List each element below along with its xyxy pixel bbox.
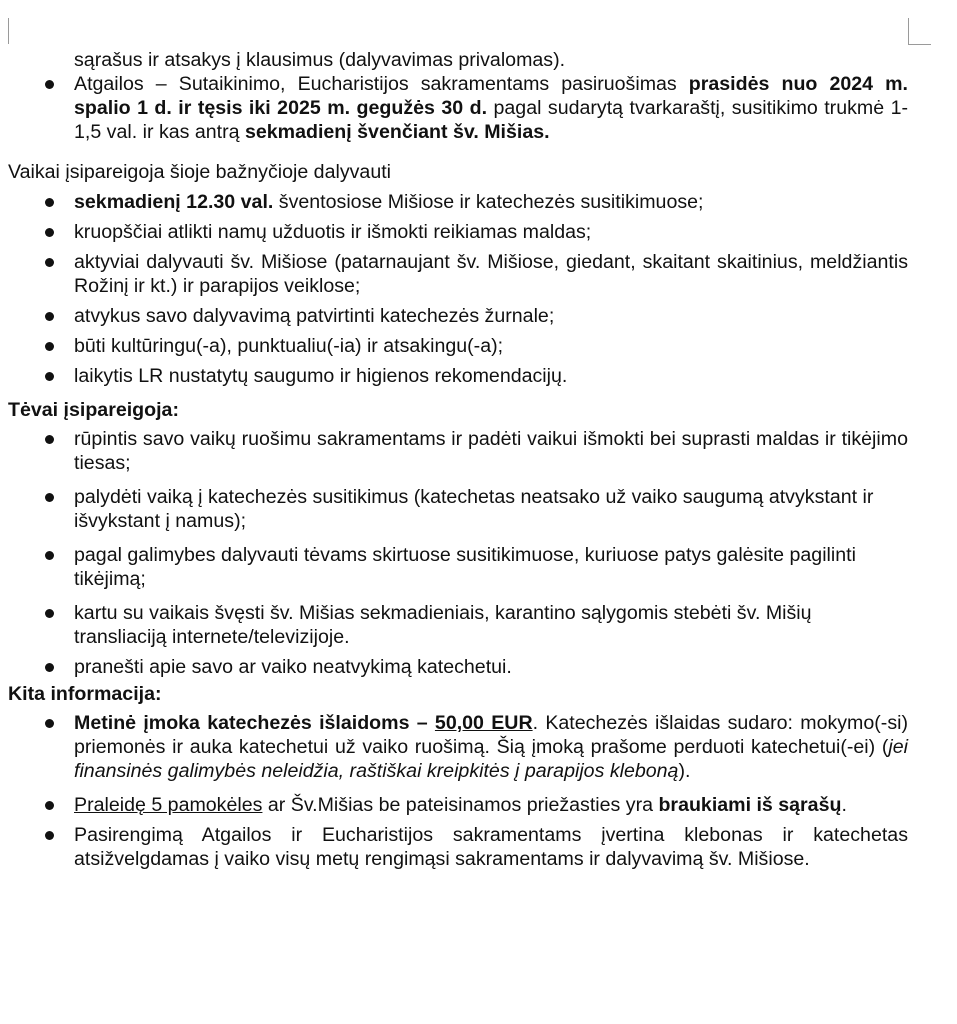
parents-list xyxy=(74,427,908,679)
list-item xyxy=(74,304,908,328)
list-item-text: . xyxy=(841,794,847,816)
list-item-text: pagal sudarytą tvarkaraštį, susitikimo trukmė 1-1,5 val. ir kas antrą xyxy=(74,97,908,143)
list-item xyxy=(74,485,908,533)
crop-mark-right xyxy=(908,18,931,45)
list-item-text: šventosiose Mišiose ir katechezės susitikimuose; xyxy=(273,191,704,213)
list-item-bold-text: sekmadienį švenčiant šv. Mišias. xyxy=(244,121,550,143)
list-item-text: būti kultūringu(-a), punktualiu(-ia) ir atsakingu(-a); xyxy=(74,335,504,357)
list-item-italic-text: jei finansinės galimybės neleidžia, raštiškai kreipkitės į parapijos kleboną xyxy=(74,736,908,782)
section-heading-other: Kita informacija: xyxy=(8,683,162,705)
list-item-text: pagal galimybes dalyvauti tėvams skirtuose susitikimuose, kuriuose patys galėsite pagilinti tikėjimą; xyxy=(74,544,856,590)
list-item-text: . Katechezės išlaidas sudaro: mokymo(-si) priemonės ir auka katechetui už vaiko ruošimą. Šią įmoką prašome perduoti katechetui(-ei) ( xyxy=(74,712,909,758)
list-item-text: ). xyxy=(678,760,691,782)
list-item-text: rūpintis savo vaikų ruošimu sakramentams ir padėti vaikui išmokti bei suprasti maldas ir tikėjimo tiesas; xyxy=(74,428,908,474)
section-heading-parents: Tėvai įsipareigoja: xyxy=(8,399,179,421)
list-item xyxy=(74,543,908,591)
list-item xyxy=(74,72,908,144)
fee-amount: 50,00 EUR xyxy=(434,712,533,734)
intro-list xyxy=(74,48,908,144)
list-item xyxy=(74,364,908,388)
list-item xyxy=(74,655,908,679)
list-item-text: ar Šv.Mišias be pateisinamos priežasties yra xyxy=(262,794,659,816)
list-item xyxy=(74,48,908,72)
list-item xyxy=(74,793,908,817)
crop-mark-left xyxy=(8,18,9,44)
other-list xyxy=(74,711,908,871)
list-item-underlined-text: Praleidę 5 pamokėles xyxy=(74,794,263,816)
list-item-bold-text: braukiami iš sąrašų xyxy=(658,794,842,816)
list-item xyxy=(74,427,908,475)
children-list xyxy=(74,190,908,388)
list-item xyxy=(74,711,908,783)
list-item xyxy=(74,250,908,298)
list-item-bold-text: prasidės nuo 2024 m. spalio 1 d. ir tęsis iki 2025 m. gegužės 30 d. xyxy=(74,73,908,119)
list-item-text: Pasirengimą Atgailos ir Eucharistijos sakramentams įvertina klebonas ir katechetas atsižvelgdamas į vaiko visų metų rengimąsi sakramentams ir dalyvavimą šv. Mišiose. xyxy=(74,824,908,870)
list-item-text: kruopščiai atlikti namų užduotis ir išmokti reikiamas maldas; xyxy=(74,221,592,243)
list-item xyxy=(74,334,908,358)
list-item xyxy=(74,823,908,871)
list-item xyxy=(74,220,908,244)
list-item-bold-text: sekmadienį 12.30 val. xyxy=(74,191,274,213)
list-item-text: Atgailos – Sutaikinimo, Eucharistijos sakramentams pasiruošimas xyxy=(74,73,689,95)
list-item-text: aktyviai dalyvauti šv. Mišiose (patarnaujant šv. Mišiose, giedant, skaitant skaitinius, meldžiantis Rožinį ir kt.) ir parapijos veiklose; xyxy=(74,251,908,297)
list-item-text: laikytis LR nustatytų saugumo ir higienos rekomendacijų. xyxy=(74,365,568,387)
list-item-text: palydėti vaiką į katechezės susitikimus (katechetas neatsako už vaiko saugumą atvykstant ir išvykstant į namus); xyxy=(74,486,874,532)
list-item-text: sąrašus ir atsakys į klausimus (dalyvavimas privalomas). xyxy=(74,49,566,71)
list-item-bold-text: Metinė įmoka katechezės išlaidoms – xyxy=(74,712,435,734)
list-item xyxy=(74,190,908,214)
section-heading-children: Vaikai įsipareigoja šioje bažnyčioje dalyvauti xyxy=(8,161,392,183)
list-item-text: kartu su vaikais švęsti šv. Mišias sekmadieniais, karantino sąlygomis stebėti šv. Mišių transliaciją internete/televizijoje. xyxy=(74,602,812,648)
list-item-text: pranešti apie savo ar vaiko neatvykimą katechetui. xyxy=(74,656,512,678)
list-item xyxy=(74,601,908,649)
list-item-text: atvykus savo dalyvavimą patvirtinti katechezės žurnale; xyxy=(74,305,555,327)
